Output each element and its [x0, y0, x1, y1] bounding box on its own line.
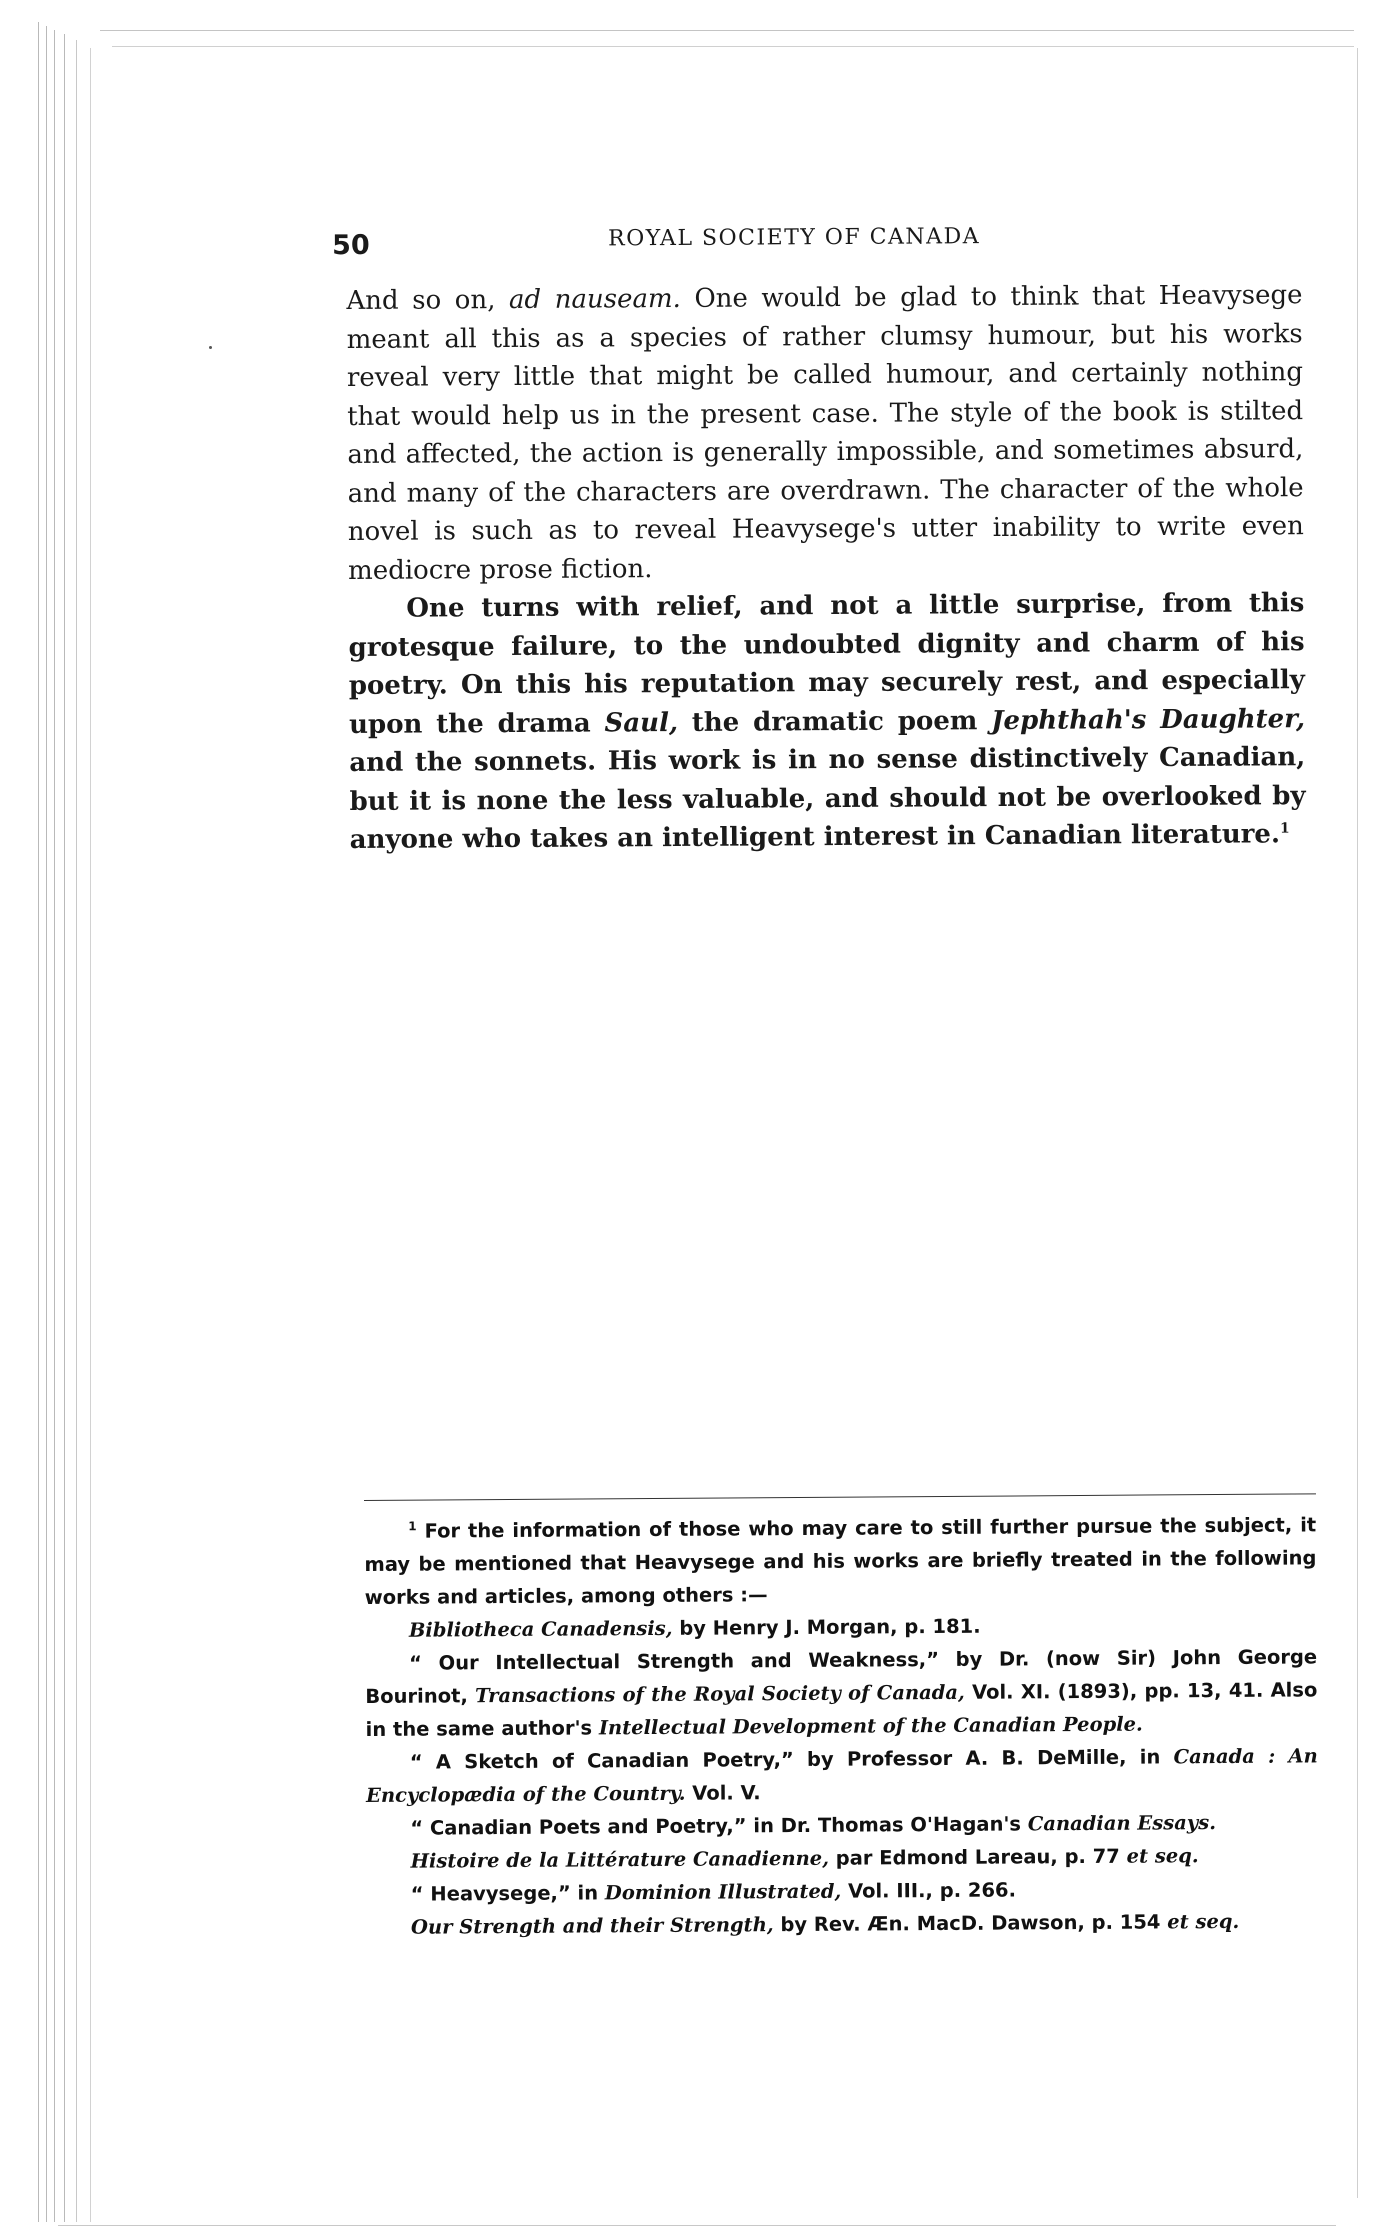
text-run: by Rev. Æn. MacD. Dawson, p. 154 — [773, 1910, 1168, 1937]
text-run: One would be glad to think that Heavysege meant all this as a species of rather clumsy humour, but his works reveal very little that might be called humour, and certainly nothing that would help us in the present case. The style of the book is stilted and affected, the action is generally impossible, and sometimes absurd, and many of the characters are overdrawn. The character of the whole novel is such as to reveal Heavysege's utter inability to write even mediocre prose fiction. — [346, 280, 1304, 586]
text-run: par Edmond Lareau, p. 77 — [828, 1844, 1127, 1870]
page-content — [332, 218, 1306, 859]
page-edges — [38, 22, 118, 2222]
text-run: the dramatic poem — [677, 705, 992, 738]
text-run: Vol. V. — [685, 1781, 761, 1805]
italic-run: et seq. — [1167, 1909, 1240, 1934]
page-number: 50 — [332, 229, 370, 262]
paragraph-2 — [348, 584, 1306, 859]
footnotes — [364, 1493, 1319, 1944]
footnote-reference[interactable]: 1 — [1279, 820, 1290, 837]
italic-run: Saul, — [604, 707, 679, 738]
text-run: “ A Sketch of Canadian Poetry,” by Professor A. B. DeMille, in — [409, 1745, 1174, 1774]
text-run: For the information of those who may care to still further pursue the subject, it may be mentioned that Heavysege and his works are briefly treated in the following works and articles, among others :— — [364, 1513, 1317, 1609]
page-right-edge — [1357, 48, 1358, 2198]
italic-run: Bibliotheca Canadensis, — [408, 1616, 673, 1642]
running-title: ROYAL SOCIETY OF CANADA — [608, 224, 981, 252]
italic-run: Dominion Illustrated, — [604, 1879, 842, 1905]
text-run: by Henry J. Morgan, p. 181. — [672, 1614, 981, 1640]
footnote-marker: 1 — [408, 1519, 417, 1534]
footnote-rule — [364, 1493, 1316, 1501]
text-run: Vol. XI. (1893), pp. 13, 41. Also in the same author's — [365, 1678, 1318, 1741]
running-head — [332, 218, 1302, 264]
italic-run: Our Strength and their Strength, — [410, 1913, 774, 1939]
page-bottom-edge — [58, 2225, 1336, 2226]
footnote-reference-item — [365, 1640, 1318, 1746]
page-edge-line — [90, 48, 91, 2222]
scan-speck — [209, 346, 212, 349]
text-run: and the sonnets. His work is in no sense distinctively Canadian, but it is none the less valuable, and should not be overlooked by anyone who takes an intelligent interest in Canadian literature. — [349, 742, 1306, 855]
page-top-edge — [112, 46, 1354, 47]
italic-run: Histoire de la Littérature Canadienne, — [410, 1846, 830, 1873]
text-run: “ Canadian Poets and Poetry,” in Dr. Thomas O'Hagan's — [410, 1812, 1028, 1840]
footnote-reference-item — [367, 1904, 1319, 1944]
footnote-reference-item — [366, 1838, 1318, 1878]
italic-run: ad nauseam. — [508, 283, 681, 316]
italic-run: Transactions of the Royal Society of Canada, — [474, 1680, 965, 1708]
italic-run: et seq. — [1126, 1844, 1199, 1868]
text-run: One turns with relief, and not a little surprise, from this grotesque failure, to the undoubted dignity and charm of his poetry. On this his reputation may securely rest, and especially upon the drama — [348, 588, 1305, 740]
page-top-edge — [100, 30, 1354, 31]
italic-run: Intellectual Development of the Canadian People. — [598, 1712, 1143, 1740]
text-run: “ Heavysege,” in — [410, 1881, 605, 1906]
text-run: And so on, — [346, 285, 510, 316]
italic-run: Jephthah's Daughter, — [991, 703, 1306, 736]
italic-run: Canadian Essays. — [1027, 1811, 1217, 1836]
page-edge-line — [76, 40, 77, 2222]
italic-run: Canada : An Encyclopædia of the Country. — [365, 1744, 1318, 1807]
footnote-intro — [364, 1508, 1317, 1614]
text-run: Vol. III., p. 266. — [841, 1878, 1017, 1903]
page-edge-line — [54, 30, 55, 2222]
body-text — [346, 276, 1306, 859]
footnote-reference-item — [366, 1739, 1318, 1812]
page-edge-line — [64, 34, 65, 2222]
page-edge-line — [38, 22, 39, 2222]
text-run: “ Our Intellectual Strength and Weakness,” by Dr. (now Sir) John George Bourinot, — [365, 1645, 1318, 1708]
paragraph-1 — [346, 276, 1304, 590]
page-edge-line — [46, 26, 47, 2222]
